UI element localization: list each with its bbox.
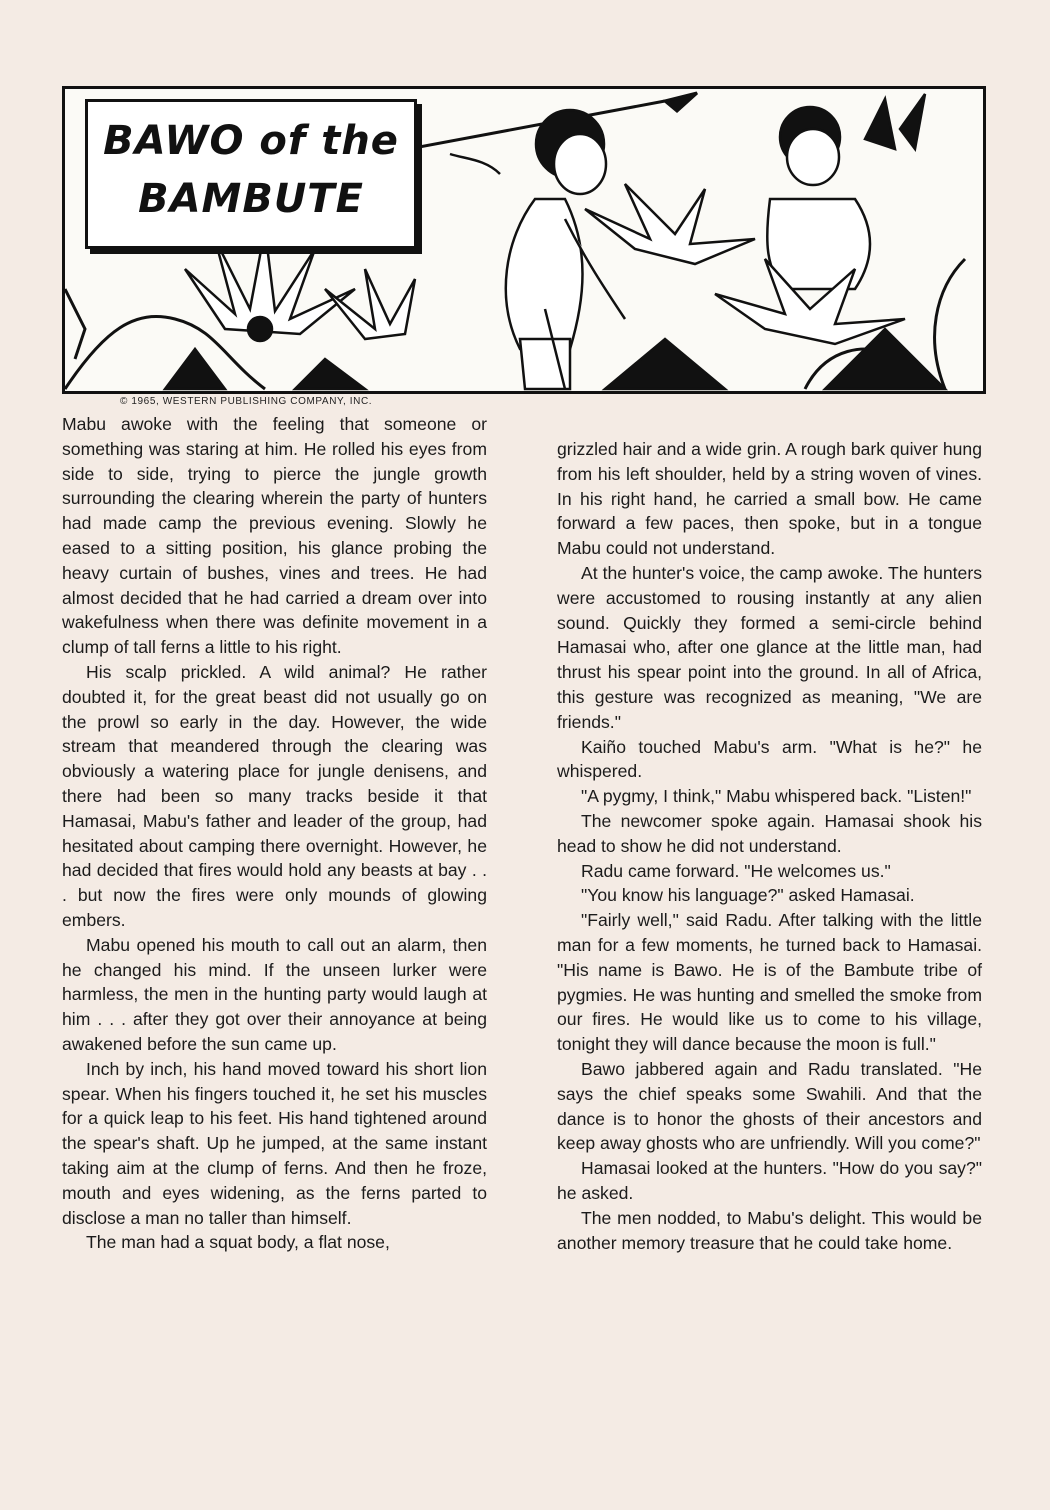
paragraph: The man had a squat body, a flat nose,: [86, 1232, 390, 1253]
paragraph: "You know his language?" asked Hamasai.: [581, 885, 915, 906]
left-text-column: [62, 412, 487, 1255]
title-line-2: BAMBUTE: [138, 176, 364, 222]
paragraph: "Fairly well," said Radu. After talking with the little man for a few moments, he turned back to Hamasai. "His name is Bawo. He is of the Bambute tribe of pygmies. He was hunting and smelled the smoke from our fires. He would like us to come to his village, tonight they will dance because the moon is full.": [557, 910, 982, 1055]
paragraph: Mabu opened his mouth to call out an alarm, then he changed his mind. If the unseen lurker were harmless, the men in the hunting party would laugh at him . . . after they got over their annoyance at being awakened before the sun came up.: [62, 934, 487, 1054]
paragraph: Bawo jabbered again and Radu translated. "He says the chief speaks some Swahili. And that the dance is to honor the ghosts of their ancestors and keep away ghosts who are unfriendly. Will you come?": [557, 1058, 982, 1154]
title-line-1: BAWO of the: [103, 118, 399, 164]
paragraph: Kaiño touched Mabu's arm. "What is he?" he whispered.: [557, 736, 982, 782]
title-box: [85, 99, 417, 249]
paragraph: His scalp prickled. A wild animal? He rather doubted it, for the great beast did not usually go on the prowl so early in the day. However, the wide stream that meandered through the clearing was obviously a watering place for jungle denisens, and there had been so many tracks beside it that Hamasai, Mabu's father and leader of the group, had hesitated about camping there overnight. However, he had decided that fires would hold any beasts at bay . . . but now the fires were only mounds of glowing embers.: [62, 661, 487, 930]
paragraph: grizzled hair and a wide grin. A rough bark quiver hung from his left shoulder, held by a string woven of vines. In his right hand, he carried a small bow. He came forward a few paces, then spoke, but in a tongue Mabu could not understand.: [557, 439, 982, 559]
paragraph: Hamasai looked at the hunters. "How do you say?" he asked.: [557, 1158, 982, 1203]
paragraph: Mabu awoke with the feeling that someone or something was staring at him. He rolled his eyes from side to side, trying to pierce the jungle growth surrounding the clearing wherein the party of hunters had made camp the previous evening. Slowly he eased to a sitting position, his glance probing the heavy curtain of bushes, vines and trees. He had almost decided that he had carried a dream over into wakefulness when there was definite movement in a clump of tall ferns a little to his right.: [62, 414, 487, 658]
paragraph: Inch by inch, his hand moved toward his short lion spear. When his fingers touched it, he set his muscles for a quick leap to his feet. His hand tightened around the spear's shaft. Up he jumped, at the same instant taking aim at the clump of ferns. And then he froze, mouth and eyes widening, as the ferns parted to disclose a man no taller than himself.: [62, 1058, 487, 1228]
title-illustration: [62, 86, 986, 394]
paragraph: The men nodded, to Mabu's delight. This would be another memory treasure that he could take home.: [557, 1207, 982, 1253]
paragraph: Radu came forward. "He welcomes us.": [581, 860, 891, 881]
paragraph: "A pygmy, I think," Mabu whispered back. "Listen!": [581, 786, 972, 807]
paragraph: At the hunter's voice, the camp awoke. The hunters were accustomed to rousing instantly at any alien sound. Quickly they formed a semi-circle behind Hamasai who, after one glance at the little man, had thrust his spear point into the ground. In all of Africa, this gesture was recognized as meaning, "We are friends.": [557, 562, 982, 732]
right-text-column: [557, 437, 982, 1255]
paragraph: The newcomer spoke again. Hamasai shook his head to show he did not understand.: [557, 810, 982, 856]
copyright-notice: © 1965, WESTERN PUBLISHING COMPANY, INC.: [120, 396, 373, 407]
